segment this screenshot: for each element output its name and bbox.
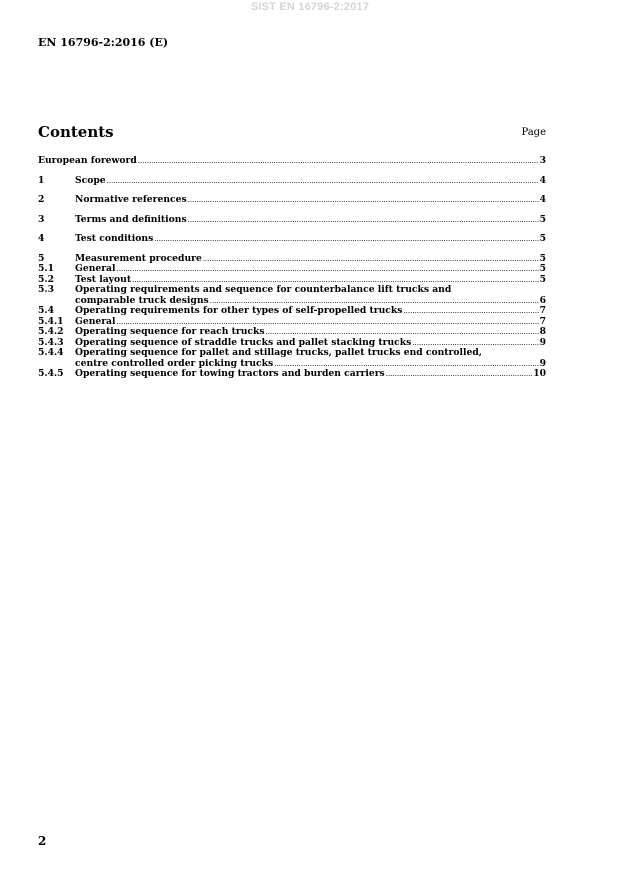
toc-entry-page: 4 — [539, 194, 546, 205]
toc-entry-page: 5 — [539, 273, 546, 285]
toc-entry-title: Operating sequence for towing tractors and burden carriers — [75, 368, 385, 379]
toc-entry[interactable] — [38, 348, 546, 369]
toc-entry-page: 5 — [539, 263, 546, 274]
toc-entry-number: 2 — [38, 194, 45, 205]
toc-leader-dots — [386, 369, 532, 380]
toc-entry-number: 4 — [38, 233, 45, 244]
toc-entry-number: 1 — [38, 174, 45, 186]
toc-entry[interactable] — [38, 176, 546, 187]
toc-leader-dots — [266, 327, 539, 338]
toc-entry-page: 5 — [539, 213, 546, 225]
page-number: 2 — [38, 834, 47, 848]
toc-entry-number: 5.4 — [38, 305, 54, 316]
contents-title: Contents — [38, 123, 114, 141]
toc-entry-title: Normative references — [75, 194, 187, 205]
toc-entry[interactable] — [38, 285, 546, 306]
toc-entry-number: 5.4.2 — [38, 326, 64, 337]
toc-entry-page: 8 — [539, 326, 546, 337]
toc-entry-title: European foreword — [38, 155, 137, 166]
toc-entry-title: Operating sequence for pallet and stillage trucks, pallet trucks end controlled, — [75, 347, 482, 358]
toc-entry[interactable] — [38, 156, 546, 167]
toc-entry-title: Operating requirements and sequence for counterbalance lift trucks and — [75, 284, 452, 295]
toc-entry-number: 5.4.5 — [38, 368, 64, 379]
toc-entry[interactable] — [38, 234, 546, 245]
toc-entry-number: 5.1 — [38, 263, 54, 274]
toc-entry-title: General — [75, 315, 116, 327]
toc-leader-dots — [154, 234, 538, 245]
toc-entry-title: Terms and definitions — [75, 213, 187, 225]
table-of-contents — [38, 156, 546, 380]
toc-leader-dots — [188, 195, 539, 206]
toc-entry-page: 5 — [539, 233, 546, 244]
toc-entry-page: 9 — [539, 336, 546, 348]
toc-entry[interactable] — [38, 215, 546, 226]
toc-entry-page: 7 — [539, 305, 546, 316]
toc-entry-title: Test layout — [75, 273, 132, 285]
toc-entry-number: 3 — [38, 213, 45, 225]
toc-entry-page: 10 — [533, 368, 546, 379]
toc-entry-title: Operating requirements for other types of self-propelled trucks — [75, 305, 403, 316]
toc-leader-dots — [117, 264, 539, 275]
toc-entry-page: 4 — [539, 174, 546, 186]
toc-leader-dots — [403, 306, 538, 317]
contents-header — [38, 123, 546, 143]
toc-entry-page: 9 — [539, 357, 546, 369]
toc-entry-title: Operating sequence of straddle trucks and pallet stacking trucks — [75, 336, 412, 348]
toc-entry[interactable] — [38, 195, 546, 206]
toc-entry-number: 5.3 — [38, 284, 54, 295]
toc-leader-dots — [107, 176, 539, 187]
toc-entry-title: Test conditions — [75, 233, 154, 244]
toc-entry[interactable] — [38, 369, 546, 380]
toc-entry-title: Scope — [75, 174, 106, 186]
watermark: SIST EN 16796-2:2017 — [250, 1, 370, 13]
toc-entry-number: 5.4.3 — [38, 336, 64, 348]
toc-entry-title: Measurement procedure — [75, 252, 202, 264]
toc-entry-number: 5.4.1 — [38, 315, 64, 327]
toc-entry-page: 6 — [539, 294, 546, 306]
toc-entry-number: 5.4.4 — [38, 347, 64, 358]
toc-entry[interactable] — [38, 264, 546, 275]
toc-entry-page: 5 — [539, 252, 546, 264]
toc-entry-title: Operating sequence for reach trucks — [75, 326, 265, 337]
toc-entry-number: 5.2 — [38, 273, 54, 285]
toc-entry-title: centre controlled order picking trucks — [75, 357, 274, 369]
toc-entry[interactable] — [38, 327, 546, 338]
toc-entry-page: 3 — [539, 155, 546, 166]
toc-entry[interactable] — [38, 306, 546, 317]
toc-leader-dots — [138, 156, 539, 167]
toc-entry-number: 5 — [38, 252, 45, 264]
toc-leader-dots — [188, 215, 539, 226]
toc-entry-title: General — [75, 263, 116, 274]
toc-entry-page: 7 — [539, 315, 546, 327]
page-column-label: Page — [521, 127, 546, 138]
toc-entry-title: comparable truck designs — [75, 294, 209, 306]
toc-leader-dots — [203, 254, 539, 265]
document-id: EN 16796-2:2016 (E) — [38, 36, 169, 49]
